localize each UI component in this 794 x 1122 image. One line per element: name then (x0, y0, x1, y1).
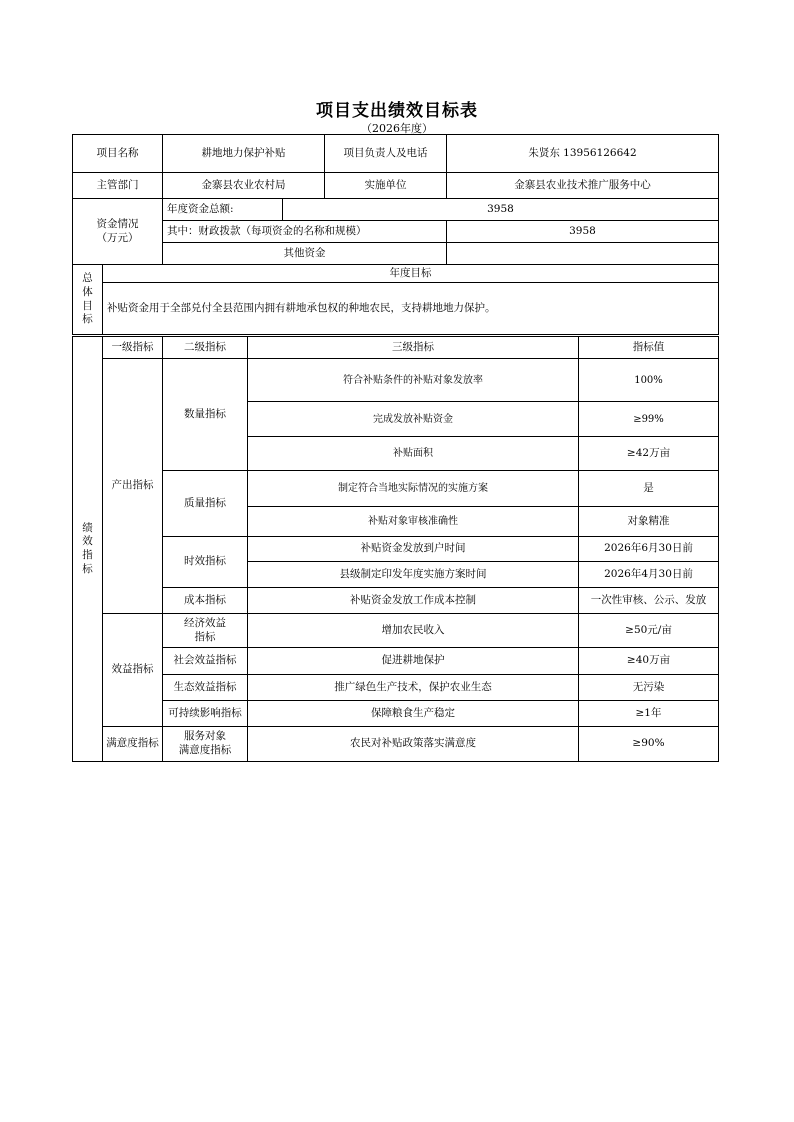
satisfaction-indicator-label: 满意度指标 (103, 727, 163, 762)
economic-label-line1: 经济效益 (184, 616, 226, 629)
fiscal-label: 其中：财政拨款（每项资金的名称和规模） (163, 221, 447, 243)
indicator-value: 100% (579, 359, 719, 402)
cost-indicator-label: 成本指标 (163, 588, 248, 614)
leader-value: 朱贤东 13956126642 (447, 135, 719, 173)
performance-table (72, 336, 719, 762)
header-level1: 一级指标 (103, 337, 163, 359)
table-row (73, 675, 719, 701)
annual-total-label: 年度资金总额: (163, 199, 283, 221)
impl-value: 金寨县农业技术推广服务中心 (447, 173, 719, 199)
project-name-row (73, 135, 719, 173)
sustain-indicator-label: 可持续影响指标 (163, 701, 248, 727)
dept-label: 主管部门 (73, 173, 163, 199)
indicator-value: ≥1年 (579, 701, 719, 727)
indicator-value: 是 (579, 471, 719, 507)
service-label-line1: 服务对象 (184, 730, 226, 743)
annual-total-value: 3958 (283, 199, 719, 221)
indicator-value: 对象精准 (579, 507, 719, 537)
table-row (73, 727, 719, 762)
project-info-table (72, 134, 719, 335)
indicator-name: 完成发放补贴资金 (248, 402, 579, 437)
leader-label: 项目负责人及电话 (325, 135, 447, 173)
header-value: 指标值 (579, 337, 719, 359)
side-char: 指 (82, 549, 93, 561)
project-name-value: 耕地地力保护补贴 (163, 135, 325, 173)
overall-char: 总 (82, 272, 93, 285)
annual-goal-label: 年度目标 (103, 265, 719, 283)
timeliness-indicator-label: 时效指标 (163, 537, 248, 588)
indicator-name: 保障粮食生产稳定 (248, 701, 579, 727)
performance-side-label (73, 337, 103, 762)
annual-total-row (73, 199, 719, 221)
indicator-name: 推广绿色生产技术，保护农业生态 (248, 675, 579, 701)
economic-indicator-label (163, 614, 248, 648)
side-char: 绩 (82, 521, 93, 534)
page-subtitle: （2026年度） (361, 122, 433, 135)
indicator-value: ≥50元/亩 (579, 614, 719, 648)
quantity-indicator-label: 数量指标 (163, 359, 248, 471)
overall-char: 标 (82, 313, 93, 326)
quality-indicator-label: 质量指标 (163, 471, 248, 537)
fiscal-row (73, 221, 719, 243)
table-row (73, 537, 719, 562)
dept-value: 金寨县农业农村局 (163, 173, 325, 199)
fiscal-value: 3958 (447, 221, 719, 243)
table-row (73, 588, 719, 614)
indicator-name: 促进耕地保护 (248, 648, 579, 675)
indicator-name: 制定符合当地实际情况的实施方案 (248, 471, 579, 507)
impl-label: 实施单位 (325, 173, 447, 199)
indicator-name: 补贴面积 (248, 437, 579, 471)
overall-char: 目 (82, 299, 93, 312)
funds-label (73, 199, 163, 265)
table-row (73, 701, 719, 727)
eco-indicator-label: 生态效益指标 (163, 675, 248, 701)
indicator-name: 补贴资金发放到户时间 (248, 537, 579, 562)
indicator-value: ≥42万亩 (579, 437, 719, 471)
overall-char: 体 (82, 285, 93, 298)
benefit-indicator-label: 效益指标 (103, 614, 163, 727)
indicator-name: 农民对补贴政策落实满意度 (248, 727, 579, 762)
economic-label-line2: 指标 (194, 630, 216, 643)
indicator-value: 2026年6月30日前 (579, 537, 719, 562)
indicator-value: 无污染 (579, 675, 719, 701)
indicator-name: 县级制定印发年度实施方案时间 (248, 562, 579, 588)
annual-goal-text: 补贴资金用于全部兑付全县范围内拥有耕地承包权的种地农民，支持耕地地力保护。 (103, 283, 719, 335)
table-row (73, 471, 719, 507)
other-funds-row (73, 243, 719, 265)
header-row (73, 337, 719, 359)
table-row (73, 359, 719, 402)
dept-row (73, 173, 719, 199)
indicator-value: 2026年4月30日前 (579, 562, 719, 588)
table-row (73, 614, 719, 648)
side-char: 标 (82, 562, 93, 575)
other-funds-label: 其他资金 (163, 243, 447, 265)
service-indicator-label (163, 727, 248, 762)
header-level3: 三级指标 (248, 337, 579, 359)
indicator-value: ≥99% (579, 402, 719, 437)
funds-label-line1: 资金情况 (96, 217, 139, 230)
side-char: 效 (82, 535, 93, 548)
project-name-label: 项目名称 (73, 135, 163, 173)
indicator-name: 补贴对象审核准确性 (248, 507, 579, 537)
page-title: 项目支出绩效目标表 (316, 101, 478, 121)
indicator-name: 补贴资金发放工作成本控制 (248, 588, 579, 614)
header-level2: 二级指标 (163, 337, 248, 359)
output-indicator-label: 产出指标 (103, 359, 163, 614)
table-row (73, 648, 719, 675)
annual-goal-row (73, 283, 719, 335)
indicator-value: 一次性审核、公示、发放 (579, 588, 719, 614)
annual-goal-header-row (73, 265, 719, 283)
social-indicator-label: 社会效益指标 (163, 648, 248, 675)
indicator-name: 增加农民收入 (248, 614, 579, 648)
indicator-name: 符合补贴条件的补贴对象发放率 (248, 359, 579, 402)
indicator-value: ≥40万亩 (579, 648, 719, 675)
other-funds-value (447, 243, 719, 265)
indicator-value: ≥90% (579, 727, 719, 762)
funds-label-line2: （万元） (96, 231, 139, 244)
overall-goal-label (73, 265, 103, 335)
service-label-line2: 满意度指标 (178, 744, 232, 756)
